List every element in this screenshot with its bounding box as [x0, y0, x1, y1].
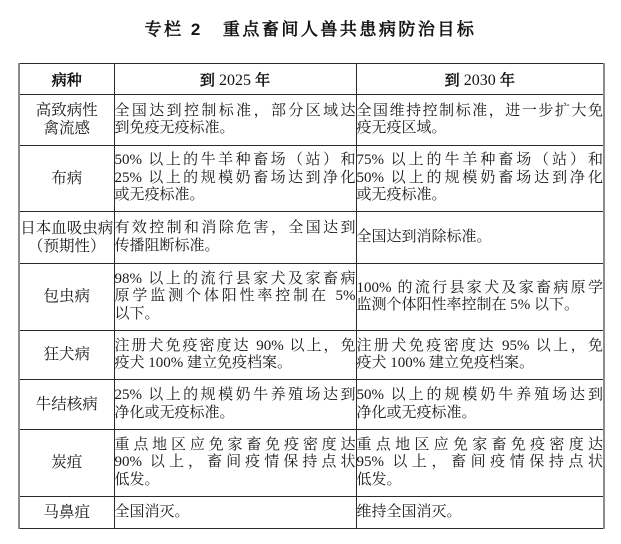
disease-line: 禽流感	[43, 120, 90, 137]
target-line: 全国消灭。	[114, 503, 190, 520]
target-2030-cell	[356, 380, 604, 430]
table-row	[19, 212, 604, 264]
target-line: 疫无疫区域。	[356, 120, 447, 136]
target-line: 有效控制和消除危害，全国达到	[114, 220, 356, 236]
table-caption	[0, 18, 621, 42]
target-2025-cell	[114, 212, 356, 264]
disease-line: 包虫病	[43, 288, 90, 305]
target-line: 75% 以上的牛羊种畜场（站）和	[356, 152, 603, 169]
header-disease: 病种	[19, 64, 114, 95]
target-line: 注册犬免疫密度达 90% 以上，免	[114, 337, 356, 354]
target-line: 98% 以上的流行县家犬及家畜病	[114, 270, 356, 287]
target-line: 低发。	[356, 471, 402, 488]
target-line: 净化或无疫标准。	[356, 404, 477, 421]
target-line: 维持全国消灭。	[356, 503, 462, 520]
target-line: 疫犬 100% 建立免疫档案。	[356, 355, 534, 371]
target-2030-cell	[356, 95, 604, 146]
disease-cell	[19, 95, 114, 146]
target-2030-cell	[356, 497, 604, 529]
target-2025-cell	[114, 497, 356, 529]
target-line: 原学监测个体阳性率控制在 5%	[114, 288, 356, 305]
target-line: 或无疫标准。	[114, 187, 205, 204]
caption-label: 专栏 2	[144, 20, 203, 39]
header-2025-prefix: 到	[199, 71, 215, 89]
header-2025-suffix: 年	[255, 71, 271, 89]
disease-cell	[19, 430, 114, 497]
target-2030-cell	[356, 264, 604, 331]
target-2030-cell	[356, 212, 604, 264]
target-2025-cell	[114, 95, 356, 146]
disease-line: 马鼻疽	[43, 503, 90, 521]
target-line: 全国达到消除标准。	[356, 228, 492, 245]
target-line: 100% 的流行县家犬及家畜病原学	[356, 279, 603, 296]
target-2025-cell	[114, 331, 356, 380]
disease-cell	[19, 380, 114, 430]
table-row	[19, 380, 604, 430]
target-line: 50% 以上的规模奶畜场达到净化	[356, 169, 603, 186]
target-2025-cell	[114, 380, 356, 430]
table-row	[19, 146, 604, 212]
target-2025-cell	[114, 430, 356, 497]
table-row	[19, 430, 604, 497]
disease-line: （预期性）	[27, 237, 106, 255]
target-line: 疫犬 100% 建立免疫档案。	[114, 355, 292, 371]
target-line: 到免疫无疫标准。	[114, 120, 235, 136]
header-2030-suffix: 年	[499, 71, 515, 89]
target-line: 全国维持控制标准，进一步扩大免	[356, 102, 603, 119]
target-line: 重点地区应免家畜免疫密度达	[114, 436, 356, 453]
target-line: 低发。	[114, 471, 160, 488]
table-row	[19, 95, 604, 146]
disease-line: 高致病性	[35, 102, 98, 119]
target-line: 50% 以上的规模奶牛养殖场达到	[356, 387, 603, 403]
disease-cell	[19, 497, 114, 529]
target-line: 全国达到控制标准，部分区域达	[114, 102, 356, 119]
disease-line: 日本血吸虫病	[20, 219, 114, 237]
disease-cell	[19, 146, 114, 212]
table-row	[19, 264, 604, 331]
target-line: 50% 以上的牛羊种畜场（站）和	[114, 152, 356, 169]
target-line: 25% 以上的规模奶畜场达到净化	[114, 169, 356, 186]
target-2025-cell	[114, 264, 356, 331]
target-2030-cell	[356, 331, 604, 380]
header-2030	[356, 64, 604, 95]
target-line: 以下。	[114, 305, 160, 322]
header-row	[19, 64, 604, 95]
prevention-targets-table	[18, 63, 605, 529]
target-line: 90% 以上，畜间疫情保持点状	[114, 454, 356, 471]
target-2030-cell	[356, 146, 604, 212]
disease-cell	[19, 264, 114, 331]
table-row	[19, 497, 604, 529]
caption-title: 重点畜间人兽共患病防治目标	[222, 20, 477, 39]
target-line: 或无疫标准。	[356, 187, 447, 204]
disease-cell	[19, 212, 114, 264]
disease-cell	[19, 331, 114, 380]
target-line: 95% 以上，畜间疫情保持点状	[356, 454, 603, 471]
header-2030-prefix: 到	[444, 71, 460, 89]
target-2025-cell	[114, 146, 356, 212]
target-line: 监测个体阳性率控制在 5% 以下。	[356, 297, 579, 313]
target-2030-cell	[356, 430, 604, 497]
disease-line: 炭疽	[51, 454, 83, 471]
header-2030-year: 2030	[463, 71, 496, 89]
disease-line: 布病	[51, 169, 83, 187]
header-2025-year: 2025	[219, 71, 251, 89]
disease-line: 狂犬病	[43, 346, 90, 363]
target-line: 重点地区应免家畜免疫密度达	[356, 436, 603, 453]
target-line: 传播阻断标准。	[114, 237, 220, 254]
target-line: 注册犬免疫密度达 95% 以上，免	[356, 337, 603, 354]
disease-line: 牛结核病	[35, 395, 98, 413]
target-line: 25% 以上的规模奶牛养殖场达到	[114, 387, 356, 403]
table-row	[19, 331, 604, 380]
target-line: 净化或无疫标准。	[114, 404, 235, 421]
header-2025	[114, 64, 356, 95]
